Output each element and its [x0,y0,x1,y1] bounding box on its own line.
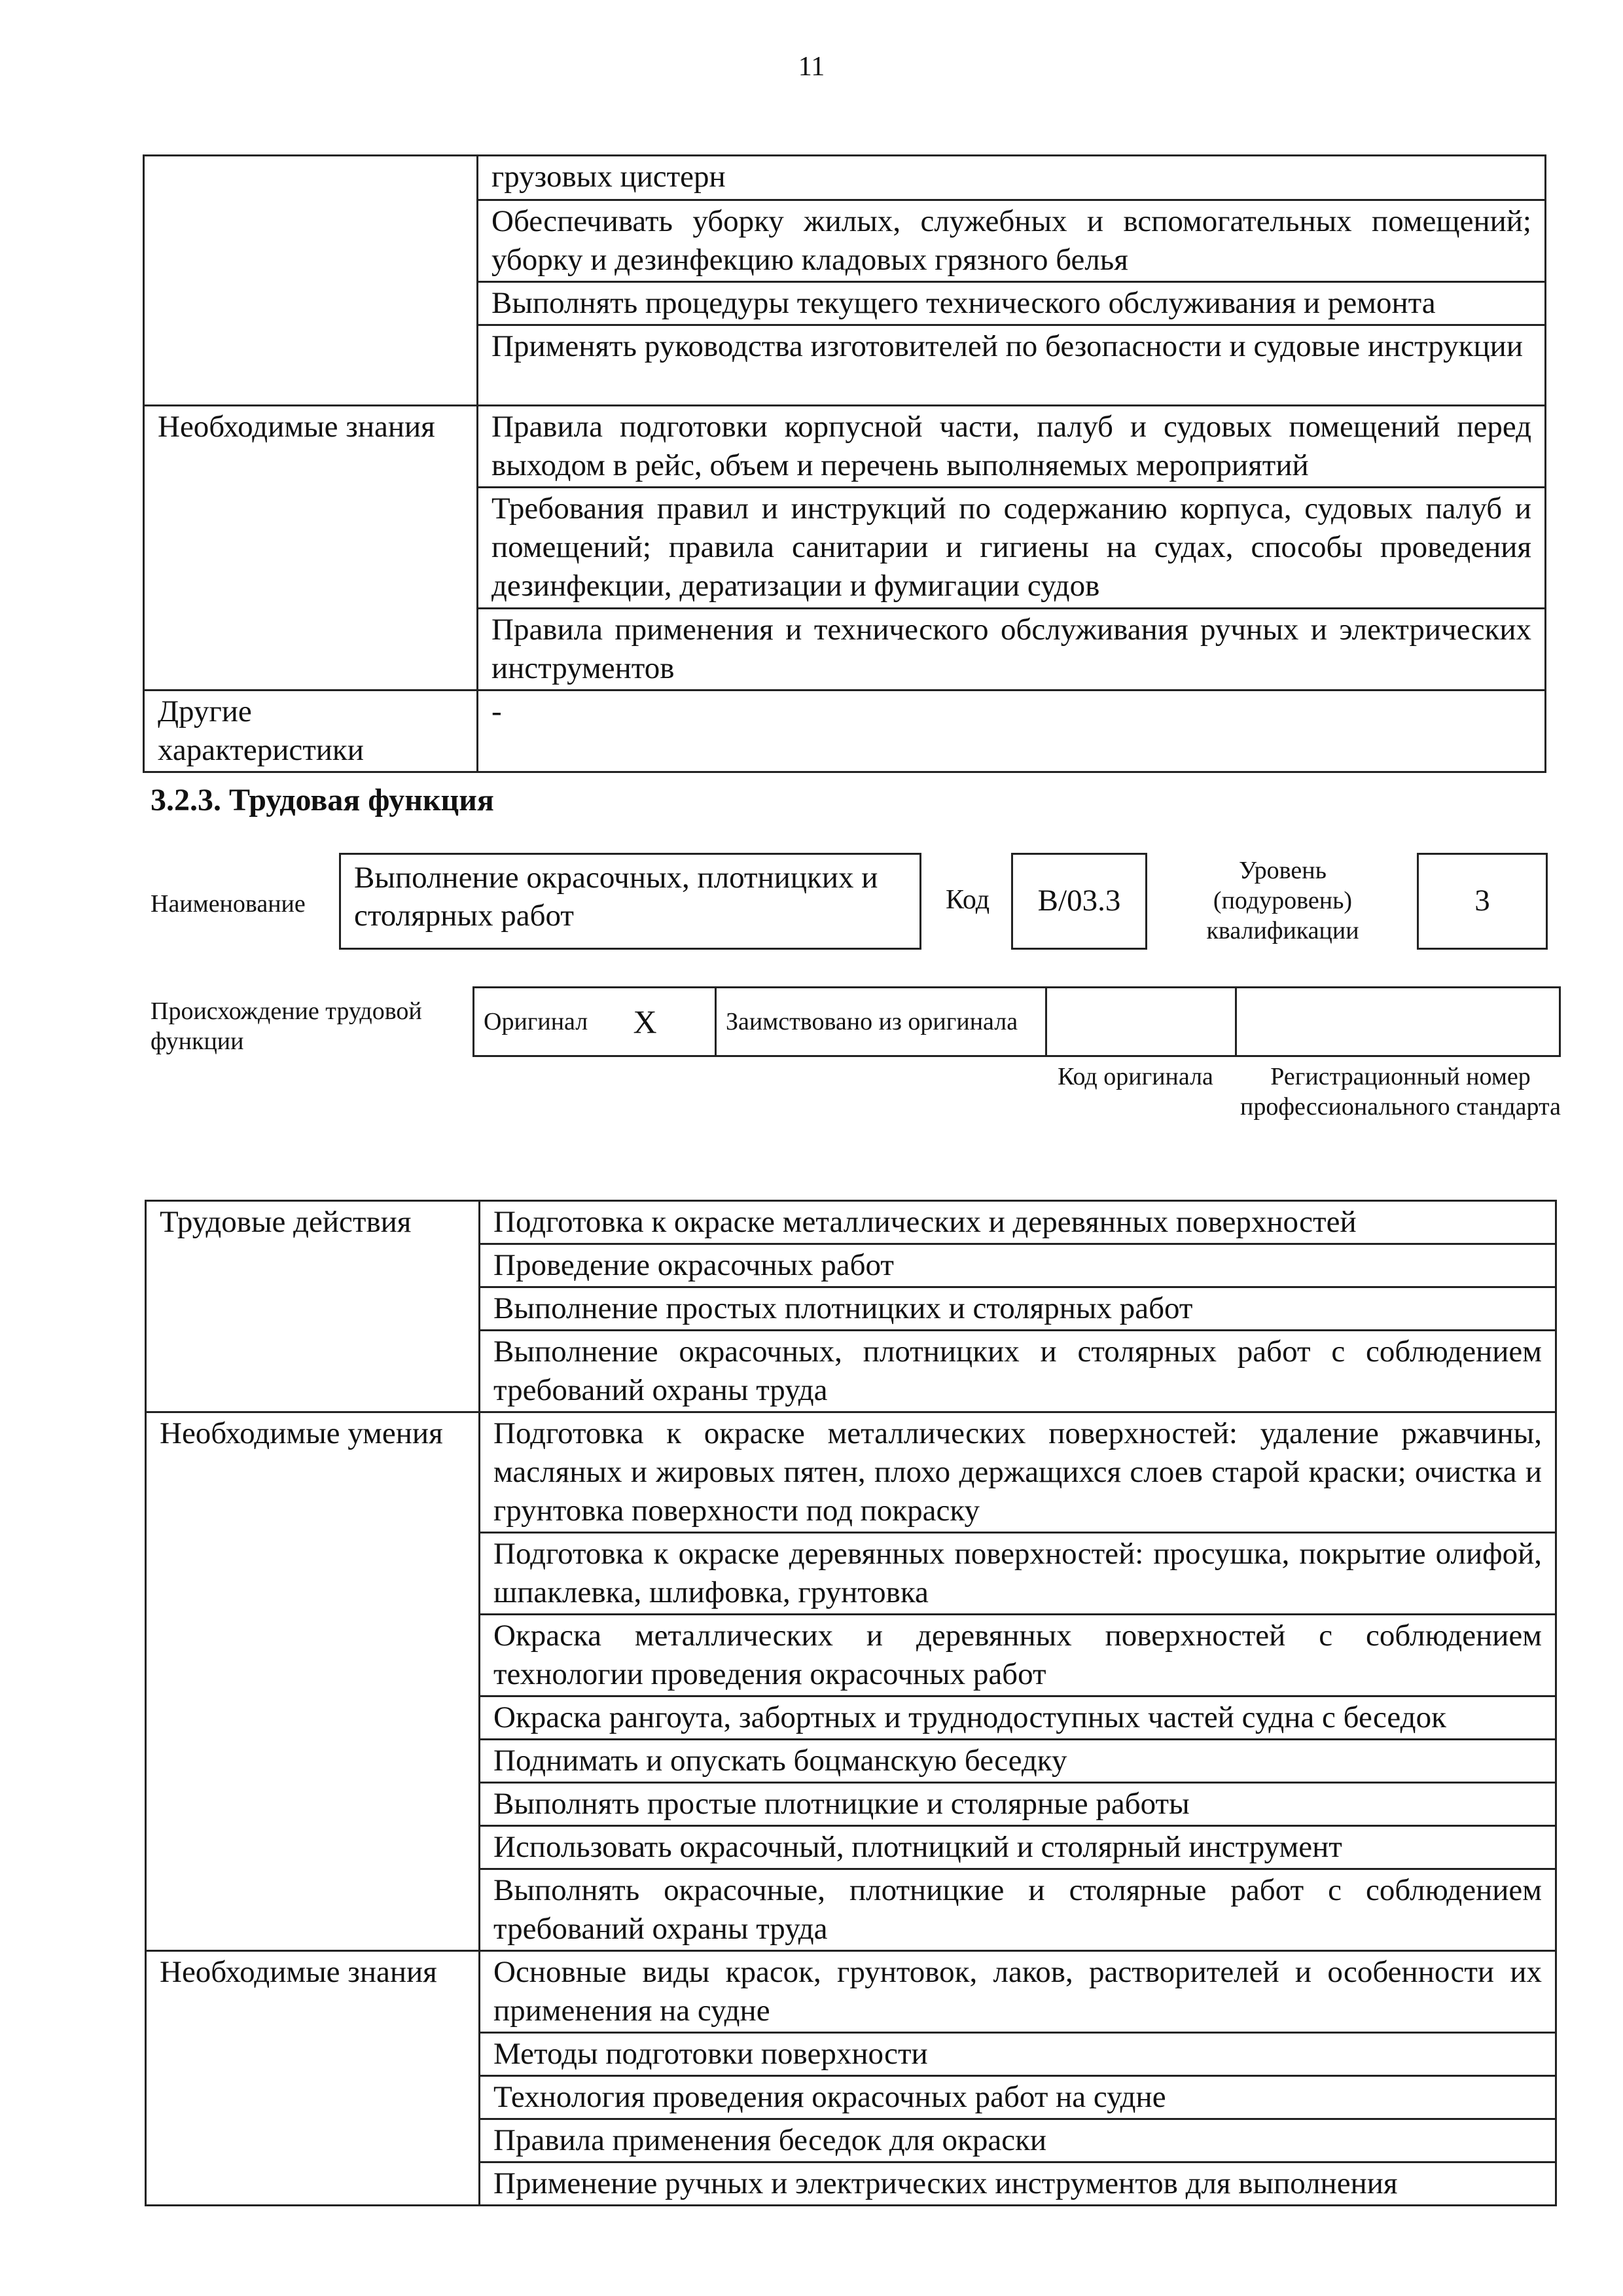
registration-caption: Регистрационный номер профессионального стандарта [1240,1063,1561,1121]
table-cell: Выполнять процедуры текущего технического обслуживания и ремонта [478,282,1546,325]
page-number: 11 [798,52,825,82]
table-cell: Выполнение простых плотницких и столярных работ [480,1287,1556,1331]
registration-number-cell [1236,988,1560,1056]
table-cell: Основные виды красок, грунтовок, лаков, растворителей и особенности их применения на судне [480,1951,1556,2033]
table-cell: Выполнение окрасочных, плотницких и столярных работ с соблюдением требований охраны труда [480,1331,1556,1412]
original-code-cell [1046,988,1236,1056]
row-label: Необходимые знания [144,406,478,691]
table-cell: Использовать окрасочный, плотницкий и столярный инструмент [480,1826,1556,1869]
function-code-box: В/03.3 [1011,853,1147,950]
table-cell: - [478,691,1546,772]
level-value-box: 3 [1417,853,1548,950]
function-name-box: Выполнение окрасочных, плотницких и столярных работ [339,853,921,950]
section-title: 3.2.3. Трудовая функция [151,783,494,817]
table-cell: Выполнять простые плотницкие и столярные работы [480,1783,1556,1826]
name-label: Наименование [151,890,306,918]
borrowed-label: Заимствовано из оригинала [716,988,1046,1056]
table-cell: Обеспечивать уборку жилых, служебных и вспомогательных помещений; уборку и дезинфекцию кладовых грязного белья [478,200,1546,282]
origin-label: Происхождение трудовой функции [151,997,422,1055]
table-cell: Применять руководства изготовителей по безопасности и судовые инструкции [478,325,1546,406]
level-label: Уровень (подуровень) квалификации [1206,857,1359,944]
original-label: Оригинал [474,988,624,1056]
row-label: Трудовые действия [146,1201,480,1412]
table-cell: Правила применения беседок для окраски [480,2119,1556,2162]
table-cell: Применение ручных и электрических инструментов для выполнения [480,2162,1556,2206]
table-cell: Окраска металлических и деревянных поверхностей с соблюдением технологии проведения окрасочных работ [480,1615,1556,1696]
table-cell: Окраска рангоута, забортных и труднодоступных частей судна с беседок [480,1696,1556,1740]
labor-function-table [145,1200,1557,2206]
table-cell: Правила подготовки корпусной части, палуб и судовых помещений перед выходом в рейс, объем и перечень выполняемых мероприятий [478,406,1546,488]
row-label: Необходимые умения [146,1412,480,1951]
knowledge-table-top [143,154,1546,773]
table-cell: Выполнять окрасочные, плотницкие и столярные работ с соблюдением требований охраны труда [480,1869,1556,1951]
code-caption: Код оригинала [1058,1063,1213,1090]
table-cell: Проведение окрасочных работ [480,1244,1556,1287]
code-label: Код [946,885,990,915]
table-cell: Требования правил и инструкций по содержанию корпуса, судовых палуб и помещений; правила санитарии и гигиены на судах, способы проведения дезинфекции, дератизации и фумигации судов [478,488,1546,609]
original-mark: X [624,988,716,1056]
row-label: Необходимые знания [146,1951,480,2206]
table-cell: Технология проведения окрасочных работ на судне [480,2076,1556,2119]
table-cell: грузовых цистерн [478,156,1546,200]
table-cell: Подготовка к окраске деревянных поверхностей: просушка, покрытие олифой, шпаклевка, шлифовка, грунтовка [480,1533,1556,1615]
row-label [144,156,478,406]
row-label: Другие характеристики [144,691,478,772]
table-cell: Методы подготовки поверхности [480,2033,1556,2076]
table-cell: Подготовка к окраске металлических и деревянных поверхностей [480,1201,1556,1244]
table-cell: Правила применения и технического обслуживания ручных и электрических инструментов [478,609,1546,691]
origin-table [473,986,1561,1057]
table-cell: Поднимать и опускать боцманскую беседку [480,1740,1556,1783]
table-cell: Подготовка к окраске металлических поверхностей: удаление ржавчины, масляных и жировых пятен, плохо держащихся слоев старой краски; очистка и грунтовка поверхности под покраску [480,1412,1556,1533]
